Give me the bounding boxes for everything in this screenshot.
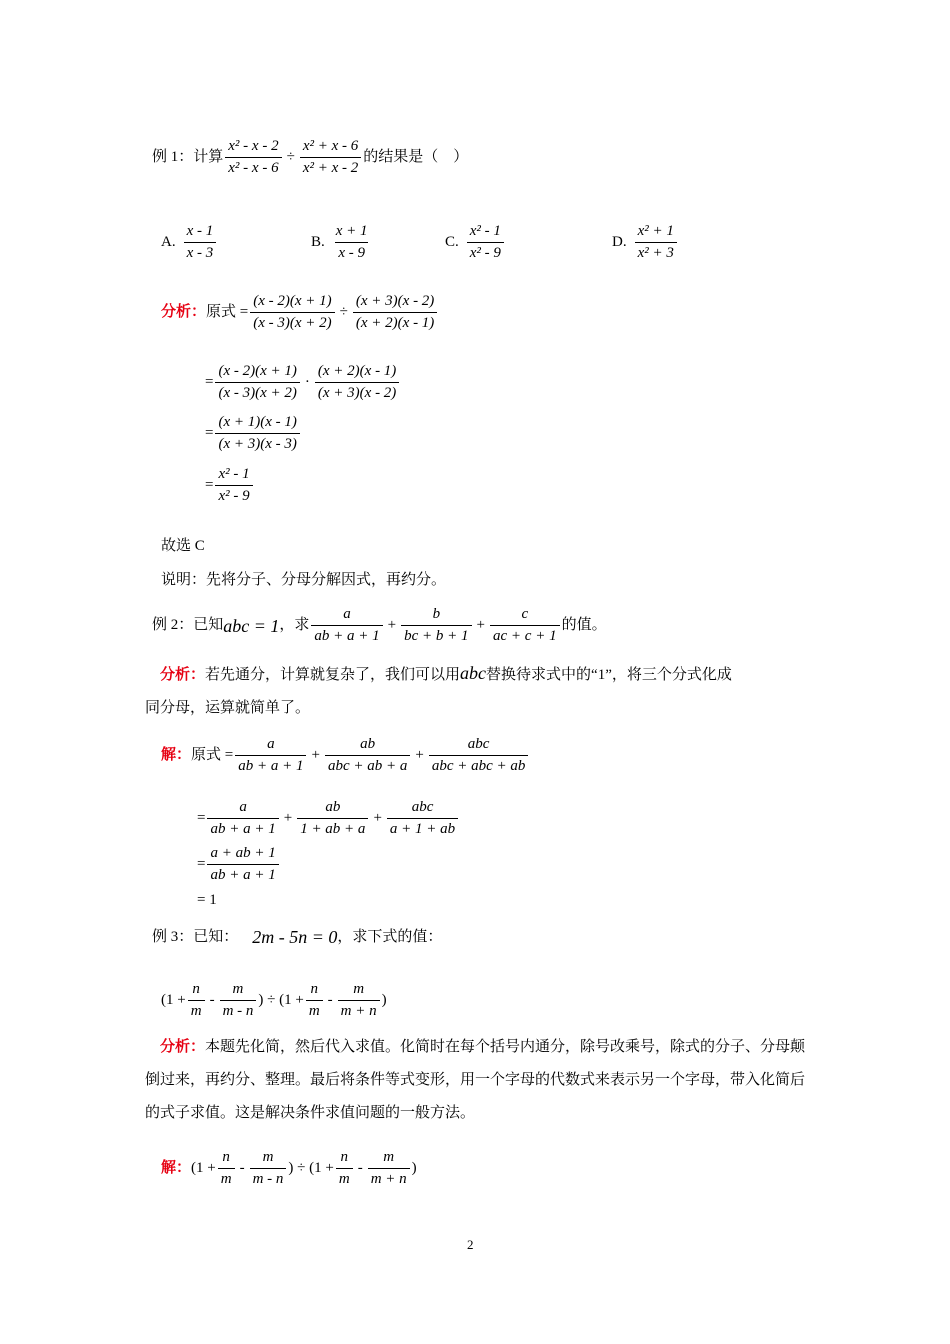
fraction bbox=[250, 294, 334, 331]
numerator: (x - 2)(x + 1) bbox=[253, 293, 332, 309]
equals-sign: = bbox=[197, 856, 206, 872]
fraction bbox=[235, 737, 306, 774]
numerator: x² - x - 2 bbox=[228, 138, 279, 154]
denominator: abc + ab + a bbox=[325, 755, 410, 774]
denominator: (x + 2)(x - 1) bbox=[353, 312, 437, 331]
denominator: (x + 3)(x - 3) bbox=[215, 433, 299, 452]
ex3-solution bbox=[161, 1150, 417, 1187]
numerator: m bbox=[232, 981, 244, 997]
fraction bbox=[401, 607, 471, 644]
denominator: x² + x - 2 bbox=[300, 157, 361, 176]
equals-sign: = bbox=[205, 477, 214, 493]
numerator: abc bbox=[411, 799, 434, 815]
numerator: ab bbox=[325, 799, 341, 815]
denominator: m - n bbox=[220, 1000, 257, 1019]
numerator: a bbox=[343, 606, 351, 622]
numerator: n bbox=[192, 981, 200, 997]
fraction bbox=[387, 800, 458, 837]
analysis-label: 分析： bbox=[161, 304, 207, 320]
denominator: m bbox=[306, 1000, 323, 1019]
numerator: (x + 1)(x - 1) bbox=[218, 414, 297, 430]
expr-mid: ) ÷ (1 + bbox=[258, 992, 304, 1008]
minus-sign: - bbox=[239, 1160, 245, 1176]
ex2-label: 例 2：已知 bbox=[152, 617, 224, 633]
numerator: x² + 1 bbox=[637, 223, 674, 239]
denominator: x - 3 bbox=[184, 242, 217, 261]
option-letter: A. bbox=[161, 234, 176, 250]
denominator: ab + a + 1 bbox=[311, 625, 382, 644]
denominator: ac + c + 1 bbox=[490, 625, 560, 644]
analysis-variable: abc bbox=[460, 663, 487, 683]
denominator: (x + 3)(x - 2) bbox=[315, 382, 399, 401]
denominator: x² - 9 bbox=[467, 242, 504, 261]
analysis-label: 分析： bbox=[160, 667, 206, 683]
analysis-text: 若先通分，计算就复杂了，我们可以用 bbox=[205, 667, 461, 683]
ex3-suffix: ，求下式的值： bbox=[337, 928, 443, 945]
fraction bbox=[368, 1150, 410, 1187]
ex2-analysis bbox=[145, 657, 810, 725]
ex2-suffix: 的值。 bbox=[561, 617, 607, 633]
numerator: x² - 1 bbox=[469, 223, 501, 239]
fraction bbox=[220, 982, 257, 1019]
denominator: m bbox=[188, 1000, 205, 1019]
numerator: n bbox=[310, 981, 318, 997]
numerator: n bbox=[222, 1149, 230, 1165]
numerator: n bbox=[340, 1149, 349, 1165]
option-fraction bbox=[467, 224, 504, 261]
fraction bbox=[336, 1150, 353, 1187]
ex3-analysis bbox=[145, 1031, 810, 1130]
option-letter: D. bbox=[612, 234, 627, 250]
numerator: m bbox=[353, 981, 365, 997]
numerator: (x - 2)(x + 1) bbox=[218, 363, 297, 379]
ex1-fraction-1 bbox=[225, 139, 281, 176]
operator: · bbox=[304, 374, 310, 390]
plus-sign: + bbox=[311, 747, 320, 763]
denominator: abc + abc + ab bbox=[429, 755, 529, 774]
fraction bbox=[207, 800, 278, 837]
solution-lead: 原式 = bbox=[191, 747, 234, 763]
denominator: ab + a + 1 bbox=[235, 755, 306, 774]
fraction bbox=[338, 982, 380, 1019]
numerator: (x + 3)(x - 2) bbox=[355, 293, 435, 309]
divide-sign: ÷ bbox=[286, 149, 295, 165]
denominator: x - 9 bbox=[335, 242, 368, 261]
fraction bbox=[325, 737, 410, 774]
denominator: a + 1 + ab bbox=[387, 818, 458, 837]
expr-mid: ) ÷ (1 + bbox=[288, 1160, 334, 1176]
ex1-answer: 故选 C bbox=[161, 538, 205, 554]
operator: ÷ bbox=[339, 304, 348, 320]
ex1-analysis-step-3 bbox=[205, 415, 302, 452]
denominator: x² - x - 6 bbox=[225, 157, 281, 176]
ex1-fraction-2 bbox=[300, 139, 361, 176]
analysis-label: 分析： bbox=[160, 1039, 206, 1055]
ex2-question bbox=[152, 607, 607, 644]
numerator: c bbox=[521, 606, 529, 622]
plus-sign: + bbox=[283, 810, 293, 826]
denominator: ab + a + 1 bbox=[207, 864, 278, 883]
analysis-text: 替换待求式中的“1”，将三个分式化成 bbox=[486, 667, 732, 683]
analysis-lead: 原式 = bbox=[206, 304, 249, 320]
denominator: m + n bbox=[368, 1168, 410, 1187]
ex3-question bbox=[152, 928, 442, 946]
denominator: x² - 9 bbox=[215, 485, 252, 504]
ex2-condition: abc = 1 bbox=[223, 615, 280, 636]
ex1-suffix: 的结果是（ ） bbox=[363, 149, 469, 165]
numerator: m bbox=[383, 1149, 395, 1165]
numerator: ab bbox=[360, 736, 376, 752]
plus-sign: + bbox=[373, 810, 382, 826]
numerator: m bbox=[262, 1149, 274, 1165]
equals-sign: = bbox=[205, 425, 214, 441]
fraction bbox=[215, 467, 252, 504]
option-d bbox=[612, 224, 679, 261]
numerator: x - 1 bbox=[186, 223, 214, 239]
denominator: m + n bbox=[338, 1000, 380, 1019]
fraction bbox=[311, 607, 382, 644]
numerator: (x + 2)(x - 1) bbox=[317, 363, 397, 379]
plus-sign: + bbox=[387, 617, 397, 633]
fraction bbox=[250, 1150, 287, 1187]
numerator: a bbox=[267, 736, 275, 752]
ex1-analysis-step-4 bbox=[205, 467, 255, 504]
option-fraction bbox=[635, 224, 677, 261]
denominator: m bbox=[218, 1168, 235, 1187]
numerator: b bbox=[432, 606, 441, 622]
solution-label: 解： bbox=[161, 1160, 192, 1176]
ex3-expression bbox=[161, 982, 387, 1019]
fraction bbox=[353, 294, 437, 331]
solution-label: 解： bbox=[161, 747, 192, 763]
expr-open: (1 + bbox=[191, 1160, 216, 1176]
expr-open: (1 + bbox=[161, 992, 186, 1008]
option-a bbox=[161, 224, 218, 261]
option-fraction bbox=[333, 224, 371, 261]
denominator: bc + b + 1 bbox=[401, 625, 471, 644]
ex2-solution-result: = 1 bbox=[197, 892, 217, 908]
denominator: ab + a + 1 bbox=[207, 818, 278, 837]
ex1-label: 例 1：计算 bbox=[152, 149, 224, 165]
fraction bbox=[490, 607, 560, 644]
numerator: a + ab + 1 bbox=[210, 845, 276, 861]
denominator: (x - 3)(x + 2) bbox=[215, 382, 299, 401]
ex1-question bbox=[152, 139, 468, 176]
option-c bbox=[445, 224, 506, 261]
numerator: x² + x - 6 bbox=[302, 138, 359, 154]
ex2-solution-step-1 bbox=[161, 737, 530, 774]
denominator: m bbox=[336, 1168, 353, 1187]
ex1-note: 说明：先将分子、分母分解因式，再约分。 bbox=[161, 572, 447, 588]
denominator: x² + 3 bbox=[635, 242, 677, 261]
option-fraction bbox=[184, 224, 217, 261]
numerator: x² - 1 bbox=[218, 466, 250, 482]
denominator: 1 + ab + a bbox=[297, 818, 368, 837]
plus-sign: + bbox=[415, 747, 424, 763]
denominator: (x - 3)(x + 2) bbox=[250, 312, 334, 331]
option-b bbox=[311, 224, 373, 261]
fraction bbox=[315, 364, 399, 401]
ex2-ask: ，求 bbox=[279, 617, 310, 633]
ex3-label: 例 3：已知： bbox=[152, 928, 239, 945]
ex3-condition: 2m - 5n = 0 bbox=[252, 927, 338, 947]
numerator: a bbox=[239, 799, 247, 815]
option-letter: B. bbox=[311, 234, 325, 250]
expr-close: ) bbox=[411, 1160, 417, 1176]
fraction bbox=[215, 415, 299, 452]
fraction bbox=[188, 982, 205, 1019]
option-letter: C. bbox=[445, 234, 459, 250]
equals-sign: = bbox=[205, 374, 214, 390]
numerator: x + 1 bbox=[335, 223, 368, 239]
fraction bbox=[306, 982, 323, 1019]
ex2-solution-step-3 bbox=[197, 846, 281, 883]
ex2-solution-step-2 bbox=[197, 800, 460, 837]
plus-sign: + bbox=[476, 617, 486, 633]
analysis-text: 同分母，运算就简单了。 bbox=[145, 700, 311, 716]
minus-sign: - bbox=[357, 1160, 363, 1176]
fraction bbox=[429, 737, 529, 774]
minus-sign: - bbox=[209, 992, 215, 1008]
denominator: m - n bbox=[250, 1168, 287, 1187]
page-number: 2 bbox=[467, 1237, 474, 1252]
ex1-analysis-step-1 bbox=[161, 294, 439, 331]
numerator: abc bbox=[467, 736, 490, 752]
minus-sign: - bbox=[327, 992, 333, 1008]
equals-sign: = bbox=[197, 810, 206, 826]
expr-close: ) bbox=[381, 992, 387, 1008]
fraction bbox=[215, 364, 299, 401]
fraction bbox=[218, 1150, 235, 1187]
ex1-analysis-step-2 bbox=[205, 364, 401, 401]
fraction bbox=[297, 800, 368, 837]
fraction bbox=[207, 846, 278, 883]
analysis-text: 本题先化简，然后代入求值。化简时在每个括号内通分，除号改乘号，除式的分子、分母颠倒过来，再约分、整理。最后将条件等式变形，用一个字母的代数式来表示另一个字母，带入化简后的式子求值。这是解决条件求值问题的一般方法。 bbox=[145, 1039, 806, 1121]
